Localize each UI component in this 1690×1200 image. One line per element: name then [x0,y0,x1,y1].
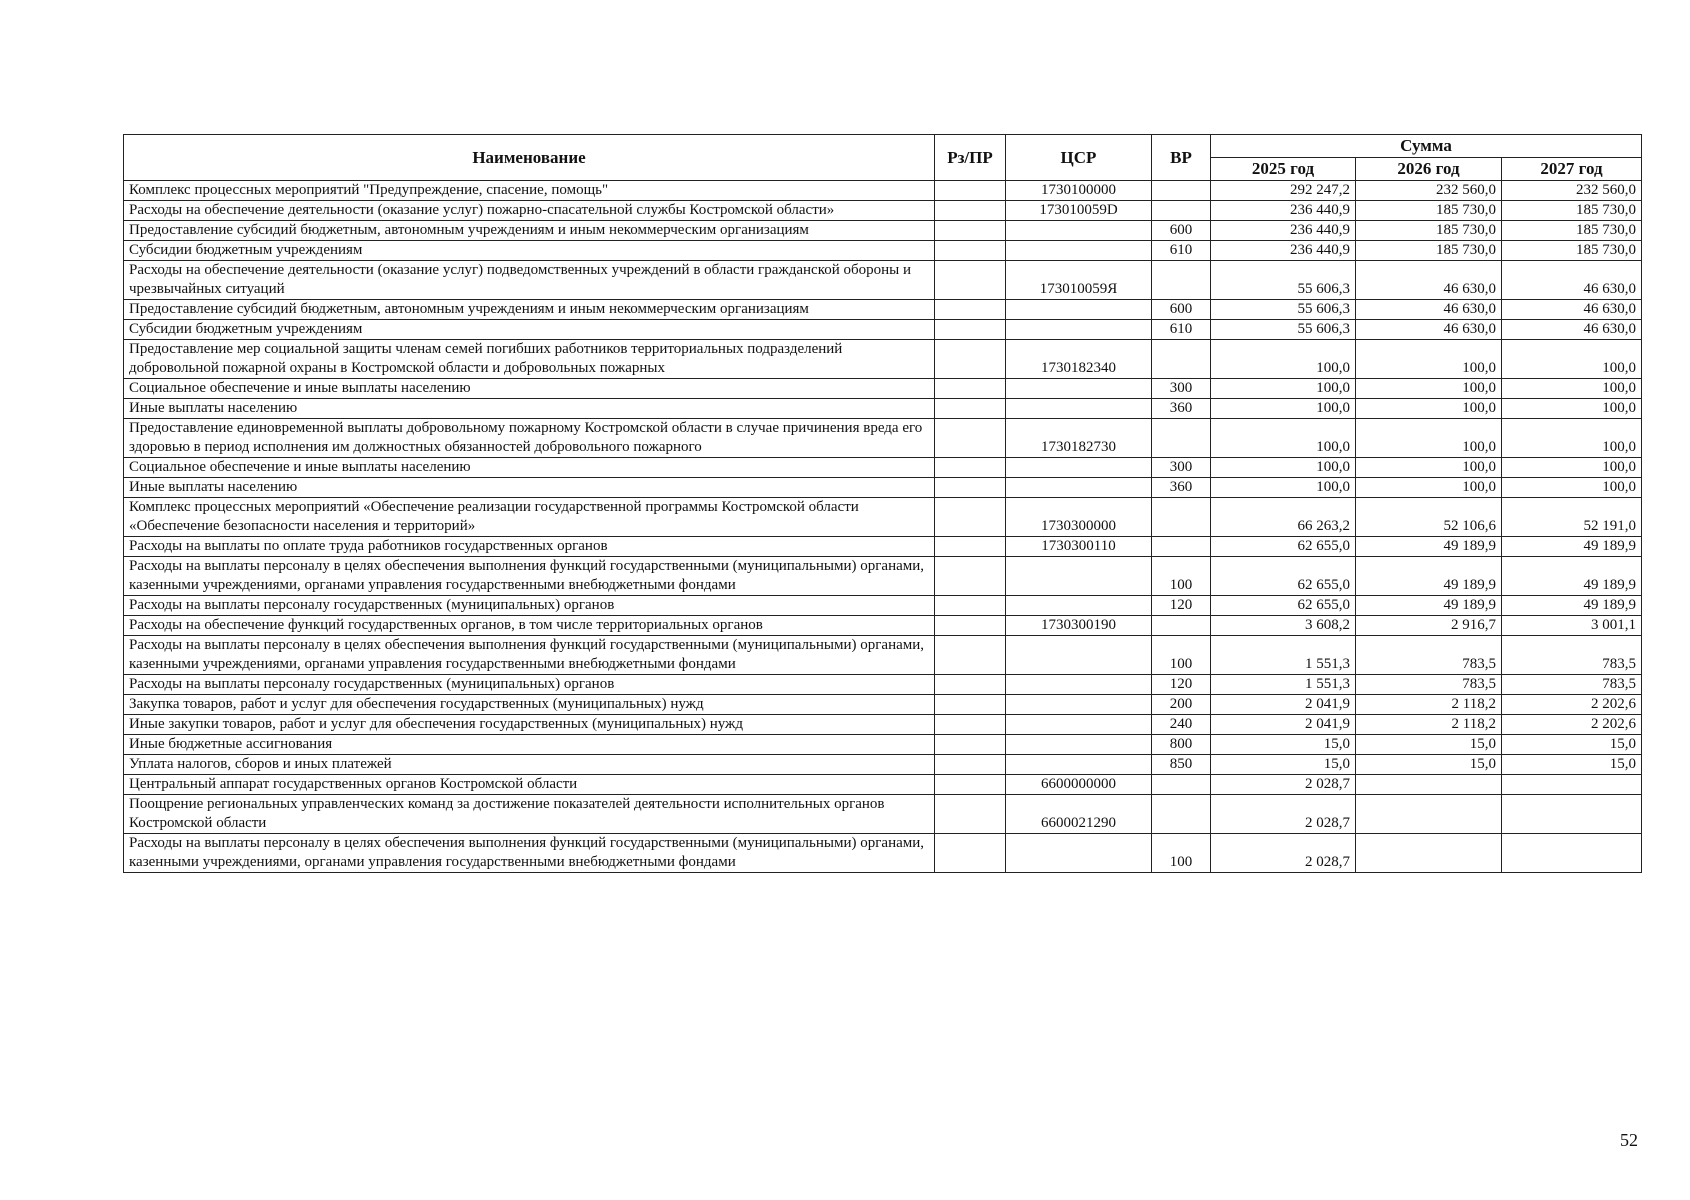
cell-name: Иные бюджетные ассигнования [124,735,935,755]
cell-csr [1006,675,1152,695]
table-row [124,221,1642,241]
cell-rzpr [935,261,1006,300]
cell-csr: 1730100000 [1006,181,1152,201]
table-row [124,834,1642,873]
cell-y2027: 3 001,1 [1502,616,1642,636]
table-row [124,478,1642,498]
cell-y2026: 100,0 [1356,458,1502,478]
cell-y2025: 55 606,3 [1211,300,1356,320]
cell-rzpr [935,399,1006,419]
table-row [124,241,1642,261]
cell-name: Расходы на выплаты по оплате труда работников государственных органов [124,537,935,557]
cell-csr [1006,478,1152,498]
cell-rzpr [935,458,1006,478]
cell-name: Социальное обеспечение и иные выплаты населению [124,379,935,399]
cell-name: Расходы на выплаты персоналу государственных (муниципальных) органов [124,596,935,616]
cell-y2027: 100,0 [1502,379,1642,399]
cell-y2026: 49 189,9 [1356,596,1502,616]
cell-y2026 [1356,775,1502,795]
cell-name: Расходы на выплаты персоналу в целях обеспечения выполнения функций государственными (муниципальными) органами, казенными учреждениями, органами управления государственными внебюджетными фондами [124,834,935,873]
table-row [124,537,1642,557]
cell-y2025: 55 606,3 [1211,261,1356,300]
cell-y2026: 49 189,9 [1356,537,1502,557]
budget-sheet [123,134,1641,873]
table-header [124,135,1642,181]
cell-vr [1152,181,1211,201]
cell-y2027: 783,5 [1502,636,1642,675]
cell-name: Уплата налогов, сборов и иных платежей [124,755,935,775]
cell-csr [1006,834,1152,873]
cell-y2025: 62 655,0 [1211,596,1356,616]
cell-vr: 610 [1152,320,1211,340]
cell-vr: 600 [1152,300,1211,320]
cell-rzpr [935,735,1006,755]
cell-rzpr [935,675,1006,695]
cell-vr: 100 [1152,557,1211,596]
cell-name: Предоставление субсидий бюджетным, автономным учреждениям и иным некоммерческим организациям [124,221,935,241]
cell-y2025: 62 655,0 [1211,537,1356,557]
cell-y2027: 2 202,6 [1502,695,1642,715]
cell-y2026: 185 730,0 [1356,201,1502,221]
table-row [124,300,1642,320]
cell-csr [1006,636,1152,675]
cell-y2027: 100,0 [1502,419,1642,458]
cell-csr [1006,715,1152,735]
cell-y2026: 232 560,0 [1356,181,1502,201]
cell-csr: 1730300110 [1006,537,1152,557]
table-row [124,181,1642,201]
cell-rzpr [935,695,1006,715]
table-row [124,458,1642,478]
cell-vr: 850 [1152,755,1211,775]
cell-name: Предоставление мер социальной защиты членам семей погибших работников территориальных подразделений добровольной пожарной охраны в Костромской области и добровольных пожарных [124,340,935,379]
cell-y2027: 100,0 [1502,478,1642,498]
cell-name: Иные закупки товаров, работ и услуг для обеспечения государственных (муниципальных) нужд [124,715,935,735]
cell-y2027 [1502,834,1642,873]
cell-y2025: 100,0 [1211,340,1356,379]
cell-vr: 600 [1152,221,1211,241]
header-sum: Сумма [1211,135,1642,158]
cell-y2026: 2 118,2 [1356,695,1502,715]
cell-vr: 300 [1152,458,1211,478]
cell-y2025: 100,0 [1211,419,1356,458]
cell-y2026: 185 730,0 [1356,241,1502,261]
cell-y2025: 2 041,9 [1211,715,1356,735]
table-row [124,201,1642,221]
cell-name: Расходы на обеспечение функций государственных органов, в том числе территориальных органов [124,616,935,636]
cell-name: Социальное обеспечение и иные выплаты населению [124,458,935,478]
cell-rzpr [935,537,1006,557]
cell-y2025: 100,0 [1211,379,1356,399]
cell-name: Расходы на выплаты персоналу в целях обеспечения выполнения функций государственными (муниципальными) органами, казенными учреждениями, органами управления государственными внебюджетными фондами [124,557,935,596]
cell-y2027: 185 730,0 [1502,241,1642,261]
table-row [124,340,1642,379]
cell-rzpr [935,221,1006,241]
table-row [124,675,1642,695]
header-year-2026: 2026 год [1356,158,1502,181]
cell-name: Закупка товаров, работ и услуг для обеспечения государственных (муниципальных) нужд [124,695,935,715]
cell-y2025: 236 440,9 [1211,221,1356,241]
cell-vr: 200 [1152,695,1211,715]
cell-vr [1152,616,1211,636]
cell-vr: 100 [1152,834,1211,873]
cell-csr: 6600021290 [1006,795,1152,834]
cell-y2026: 100,0 [1356,399,1502,419]
cell-y2025: 236 440,9 [1211,201,1356,221]
cell-rzpr [935,834,1006,873]
cell-vr [1152,498,1211,537]
cell-csr [1006,300,1152,320]
cell-y2026: 783,5 [1356,636,1502,675]
header-year-2025: 2025 год [1211,158,1356,181]
cell-y2027 [1502,775,1642,795]
header-vr: ВР [1152,135,1211,181]
cell-y2026: 46 630,0 [1356,320,1502,340]
cell-y2025: 66 263,2 [1211,498,1356,537]
cell-csr [1006,221,1152,241]
cell-y2027: 46 630,0 [1502,261,1642,300]
header-rzpr: Рз/ПР [935,135,1006,181]
table-body [124,181,1642,873]
cell-y2026: 52 106,6 [1356,498,1502,537]
table-row [124,498,1642,537]
cell-y2026: 100,0 [1356,379,1502,399]
cell-rzpr [935,201,1006,221]
cell-csr: 1730182340 [1006,340,1152,379]
cell-vr [1152,340,1211,379]
cell-y2026: 100,0 [1356,419,1502,458]
cell-y2025: 15,0 [1211,755,1356,775]
cell-name: Комплекс процессных мероприятий "Предупреждение, спасение, помощь" [124,181,935,201]
cell-vr: 360 [1152,478,1211,498]
cell-vr [1152,537,1211,557]
table-row [124,795,1642,834]
cell-csr: 173010059Я [1006,261,1152,300]
page-number: 52 [1620,1130,1638,1150]
cell-y2025: 2 028,7 [1211,795,1356,834]
cell-name: Комплекс процессных мероприятий «Обеспечение реализации государственной программы Костромской области «Обеспечение безопасности населения и территорий» [124,498,935,537]
cell-name: Расходы на обеспечение деятельности (оказание услуг) подведомственных учреждений в области гражданской обороны и чрезвычайных ситуаций [124,261,935,300]
table-row [124,636,1642,675]
cell-rzpr [935,320,1006,340]
cell-name: Иные выплаты населению [124,478,935,498]
cell-y2027: 2 202,6 [1502,715,1642,735]
table-row [124,616,1642,636]
cell-y2025: 1 551,3 [1211,675,1356,695]
cell-y2026: 46 630,0 [1356,300,1502,320]
cell-csr: 1730300000 [1006,498,1152,537]
cell-rzpr [935,300,1006,320]
cell-vr [1152,795,1211,834]
cell-y2025: 2 028,7 [1211,775,1356,795]
cell-csr [1006,399,1152,419]
cell-csr: 173010059D [1006,201,1152,221]
cell-name: Расходы на выплаты персоналу в целях обеспечения выполнения функций государственными (муниципальными) органами, казенными учреждениями, органами управления государственными внебюджетными фондами [124,636,935,675]
cell-y2025: 62 655,0 [1211,557,1356,596]
cell-csr [1006,241,1152,261]
cell-y2027: 46 630,0 [1502,300,1642,320]
cell-y2026: 49 189,9 [1356,557,1502,596]
cell-y2027: 15,0 [1502,735,1642,755]
cell-name: Предоставление субсидий бюджетным, автономным учреждениям и иным некоммерческим организациям [124,300,935,320]
cell-y2026: 100,0 [1356,478,1502,498]
cell-name: Субсидии бюджетным учреждениям [124,241,935,261]
cell-name: Расходы на обеспечение деятельности (оказание услуг) пожарно-спасательной службы Костромской области» [124,201,935,221]
cell-y2026: 185 730,0 [1356,221,1502,241]
budget-table [123,134,1642,873]
table-row [124,379,1642,399]
cell-vr: 120 [1152,675,1211,695]
cell-vr [1152,419,1211,458]
cell-y2025: 15,0 [1211,735,1356,755]
cell-csr [1006,379,1152,399]
cell-y2027: 232 560,0 [1502,181,1642,201]
cell-y2026: 100,0 [1356,340,1502,379]
table-row [124,399,1642,419]
cell-y2026 [1356,795,1502,834]
cell-y2025: 236 440,9 [1211,241,1356,261]
cell-csr: 6600000000 [1006,775,1152,795]
table-row [124,695,1642,715]
cell-rzpr [935,379,1006,399]
cell-y2027: 185 730,0 [1502,201,1642,221]
cell-vr: 360 [1152,399,1211,419]
cell-y2025: 100,0 [1211,399,1356,419]
cell-vr: 300 [1152,379,1211,399]
cell-rzpr [935,596,1006,616]
cell-y2026 [1356,834,1502,873]
cell-y2025: 55 606,3 [1211,320,1356,340]
cell-rzpr [935,557,1006,596]
cell-rzpr [935,241,1006,261]
table-row [124,735,1642,755]
cell-csr [1006,557,1152,596]
cell-y2025: 100,0 [1211,458,1356,478]
cell-csr: 1730182730 [1006,419,1152,458]
cell-y2026: 2 916,7 [1356,616,1502,636]
cell-csr [1006,755,1152,775]
cell-name: Центральный аппарат государственных органов Костромской области [124,775,935,795]
table-row [124,775,1642,795]
cell-csr: 1730300190 [1006,616,1152,636]
cell-y2027: 100,0 [1502,399,1642,419]
header-year-2027: 2027 год [1502,158,1642,181]
cell-y2026: 783,5 [1356,675,1502,695]
cell-y2027: 46 630,0 [1502,320,1642,340]
cell-rzpr [935,478,1006,498]
cell-y2027: 49 189,9 [1502,596,1642,616]
cell-y2027: 49 189,9 [1502,537,1642,557]
cell-y2027: 49 189,9 [1502,557,1642,596]
cell-y2027: 52 191,0 [1502,498,1642,537]
cell-y2026: 15,0 [1356,735,1502,755]
cell-y2025: 2 041,9 [1211,695,1356,715]
cell-vr: 610 [1152,241,1211,261]
cell-rzpr [935,340,1006,379]
cell-vr [1152,201,1211,221]
table-row [124,596,1642,616]
cell-y2025: 1 551,3 [1211,636,1356,675]
cell-y2027 [1502,795,1642,834]
cell-vr [1152,261,1211,300]
cell-name: Поощрение региональных управленческих команд за достижение показателей деятельности исполнительных органов Костромской области [124,795,935,834]
cell-y2025: 3 608,2 [1211,616,1356,636]
header-csr: ЦСР [1006,135,1152,181]
cell-rzpr [935,419,1006,458]
cell-csr [1006,735,1152,755]
cell-y2027: 783,5 [1502,675,1642,695]
cell-rzpr [935,795,1006,834]
cell-y2027: 15,0 [1502,755,1642,775]
cell-name: Предоставление единовременной выплаты добровольному пожарному Костромской области в случае причинения вреда его здоровью в период исполнения им должностных обязанностей добровольного пожарного [124,419,935,458]
cell-rzpr [935,498,1006,537]
cell-y2025: 2 028,7 [1211,834,1356,873]
table-row [124,715,1642,735]
cell-y2027: 100,0 [1502,340,1642,379]
cell-name: Расходы на выплаты персоналу государственных (муниципальных) органов [124,675,935,695]
table-row [124,261,1642,300]
cell-y2025: 100,0 [1211,478,1356,498]
cell-csr [1006,596,1152,616]
cell-y2026: 15,0 [1356,755,1502,775]
cell-rzpr [935,715,1006,735]
cell-vr [1152,775,1211,795]
table-row [124,419,1642,458]
cell-y2026: 46 630,0 [1356,261,1502,300]
cell-csr [1006,320,1152,340]
cell-y2027: 100,0 [1502,458,1642,478]
header-name: Наименование [124,135,935,181]
cell-name: Иные выплаты населению [124,399,935,419]
cell-name: Субсидии бюджетным учреждениям [124,320,935,340]
cell-y2025: 292 247,2 [1211,181,1356,201]
table-row [124,557,1642,596]
cell-y2026: 2 118,2 [1356,715,1502,735]
cell-rzpr [935,636,1006,675]
table-row [124,755,1642,775]
cell-vr: 100 [1152,636,1211,675]
cell-y2027: 185 730,0 [1502,221,1642,241]
cell-rzpr [935,775,1006,795]
cell-rzpr [935,181,1006,201]
table-row [124,320,1642,340]
cell-rzpr [935,755,1006,775]
cell-vr: 800 [1152,735,1211,755]
cell-csr [1006,458,1152,478]
cell-vr: 240 [1152,715,1211,735]
cell-csr [1006,695,1152,715]
cell-rzpr [935,616,1006,636]
cell-vr: 120 [1152,596,1211,616]
